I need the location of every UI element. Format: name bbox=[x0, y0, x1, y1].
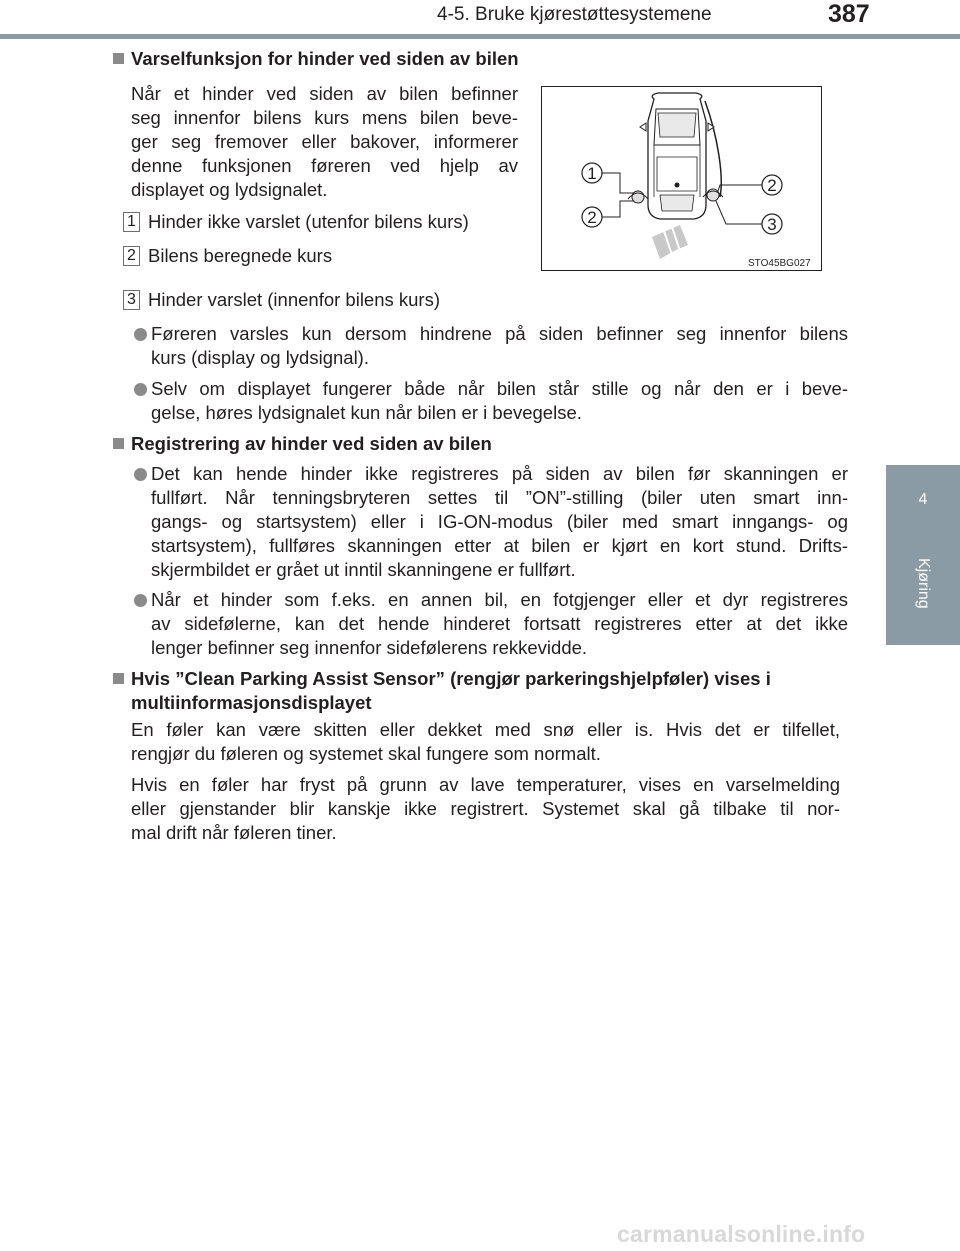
text-line: Selv om displayet fungerer både når bilen står stille og når den er i beve- bbox=[151, 378, 848, 399]
callout-3: 3 bbox=[767, 215, 777, 234]
text-line: av sidefølerne, kan det hende hinderet fortsatt registreres etter at det ikke bbox=[151, 613, 848, 634]
text-line: Når et hinder som f.eks. en annen bil, en fotgjenger eller et dyr registreres bbox=[151, 589, 848, 610]
list-item: Hinder ikke varslet (utenfor bilens kurs) bbox=[148, 211, 469, 232]
callout-2-right: 2 bbox=[767, 176, 777, 195]
text-line: mal drift når føleren tiner. bbox=[131, 822, 337, 843]
section-heading: Registrering av hinder ved siden av bilen bbox=[131, 433, 492, 454]
text-line: gangs- og startsystem) eller i IG-ON-modus (biler med smart inngangs- og bbox=[151, 511, 848, 532]
body-paragraph bbox=[131, 718, 840, 766]
item-number: 3 bbox=[123, 290, 140, 310]
text-line: seg innenfor bilens kurs mens bilen beve- bbox=[131, 107, 518, 128]
callout-1: 1 bbox=[587, 164, 597, 183]
text-line: denne funksjonen føreren ved hjelp av bbox=[131, 155, 518, 176]
heading-line: multiinformasjonsdisplayet bbox=[131, 692, 372, 713]
body-paragraph bbox=[131, 773, 840, 845]
bullet-icon bbox=[134, 383, 147, 396]
text-line: Hvis en føler har fryst på grunn av lave temperaturer, vises en varselmelding bbox=[131, 774, 840, 795]
heading-square-icon bbox=[113, 53, 124, 64]
bullet-paragraph bbox=[151, 322, 848, 370]
chapter-number: 4 bbox=[918, 491, 928, 508]
text-line: fullført. Når tenningsbryteren settes til ”ON”-stilling (biler uten smart inn- bbox=[151, 487, 848, 508]
heading-square-icon bbox=[113, 673, 124, 684]
text-line: kurs (display og lydsignal). bbox=[151, 347, 369, 368]
text-line: En føler kan være skitten eller dekket med snø eller is. Hvis det er tilfellet, bbox=[131, 719, 840, 740]
text-line: startsystem), fullføres skanningen etter at bilen er kjørt en kort stund. Drifts- bbox=[151, 535, 848, 556]
item-number: 1 bbox=[123, 212, 140, 232]
text-line: rengjør du føleren og systemet skal fungere som normalt. bbox=[131, 743, 601, 764]
text-line: Det kan hende hinder ikke registreres på siden av bilen før skanningen er bbox=[151, 463, 848, 484]
chapter-tab[interactable] bbox=[886, 465, 960, 645]
bullet-icon bbox=[134, 328, 147, 341]
text-line: ger seg fremover eller bakover, informerer bbox=[131, 131, 518, 152]
bullet-paragraph bbox=[151, 588, 848, 660]
section-heading bbox=[131, 667, 849, 715]
heading-square-icon bbox=[113, 438, 124, 449]
text-line: displayet og lydsignalet. bbox=[131, 179, 328, 200]
text-line: eller gjenstander blir kanskje ikke registrert. Systemet skal gå tilbake til nor- bbox=[131, 798, 840, 819]
heading-line: Hvis ”Clean Parking Assist Sensor” (rengjør parkeringshjelpføler) vises i bbox=[131, 668, 771, 689]
header-rule bbox=[0, 34, 960, 39]
side-obstacle-figure bbox=[541, 86, 822, 271]
item-number: 2 bbox=[123, 246, 140, 266]
car-illustration bbox=[542, 87, 821, 270]
chapter-label: Kjøring bbox=[915, 558, 932, 609]
section-title: 4-5. Bruke kjørestøttesystemene bbox=[437, 4, 712, 25]
list-item: Bilens beregnede kurs bbox=[148, 245, 333, 266]
figure-code: STO45BG027 bbox=[748, 258, 811, 269]
text-line: Føreren varsles kun dersom hindrene på siden befinner seg innenfor bilens bbox=[151, 323, 848, 344]
bullet-paragraph bbox=[151, 462, 848, 582]
text-line: lenger befinner seg innenfor sidefølerens rekkevidde. bbox=[151, 637, 588, 658]
bullet-icon bbox=[134, 468, 147, 481]
text-line: Når et hinder ved siden av bilen befinner bbox=[131, 83, 518, 104]
watermark: carmanualsonline.info bbox=[617, 1221, 866, 1247]
text-line: skjermbildet er grået ut inntil skanningene er fullført. bbox=[151, 559, 576, 580]
bullet-paragraph bbox=[151, 377, 848, 425]
list-item: Hinder varslet (innenfor bilens kurs) bbox=[148, 289, 441, 310]
intro-paragraph bbox=[131, 82, 518, 202]
text-line: gelse, høres lydsignalet kun når bilen er i bevegelse. bbox=[151, 402, 582, 423]
callout-2: 2 bbox=[587, 208, 597, 227]
bullet-icon bbox=[134, 594, 147, 607]
page-number: 387 bbox=[828, 0, 870, 28]
section-heading: Varselfunksjon for hinder ved siden av bilen bbox=[131, 48, 519, 69]
